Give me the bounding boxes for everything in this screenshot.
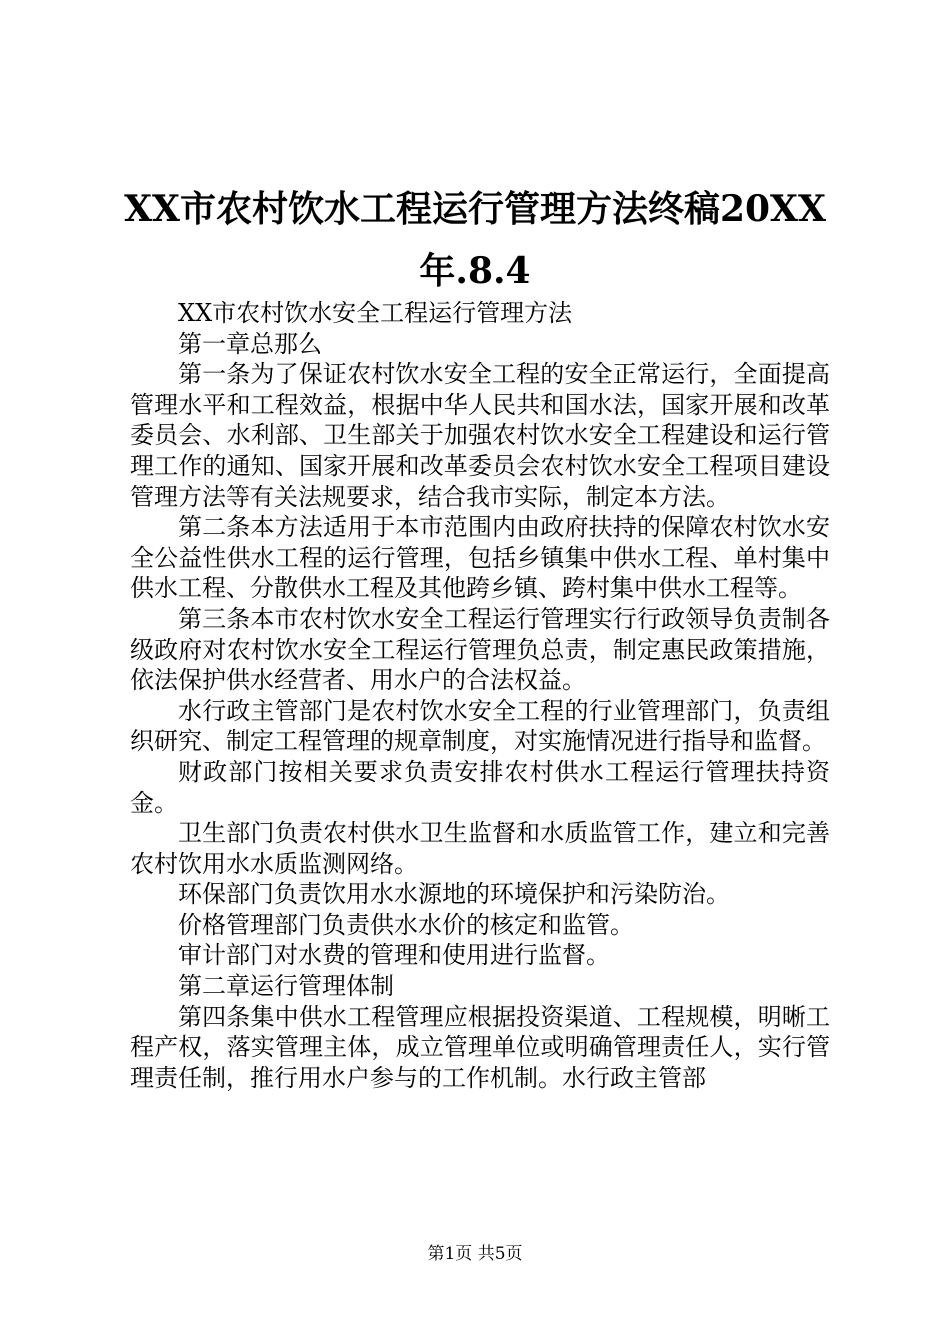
paragraph-article-3: 第三条本市农村饮水安全工程运行管理实行行政领导负责制各级政府对农村饮水安全工程运行管理负总责，制定惠民政策措施，依法保护供水经营者、用水户的合法权益。 [130, 604, 830, 695]
paragraph-environment: 环保部门负责饮用水水源地的环境保护和污染防治。 [178, 880, 730, 909]
paragraph-price: 价格管理部门负责供水水价的核定和监管。 [178, 910, 634, 939]
paragraph-chapter-2: 第二章运行管理体制 [178, 972, 394, 1001]
paragraph-article-1: 第一条为了保证农村饮水安全工程的安全正常运行，全面提高管理水平和工程效益，根据中华人民共和国水法，国家开展和改革委员会、水利部、卫生部关于加强农村饮水安全工程建设和运行管理工作的通知、国家开展和改革委员会农村饮水安全工程项目建设管理方法等有关法规要求，结合我市实际，制定本方法。 [130, 360, 830, 511]
paragraph-water-admin: 水行政主管部门是农村饮水安全工程的行业管理部门，负责组织研究、制定工程管理的规章制度，对实施情况进行指导和监督。 [130, 696, 830, 756]
paragraph-article-4: 第四条集中供水工程管理应根据投资渠道、工程规模，明晰工程产权，落实管理主体，成立管理单位或明确管理责任人，实行管理责任制，推行用水户参与的工作机制。水行政主管部 [130, 1002, 830, 1092]
paragraph-audit: 审计部门对水费的管理和使用进行监督。 [178, 941, 610, 970]
paragraph-chapter-1: 第一章总那么 [178, 329, 322, 358]
paragraph-finance: 财政部门按相关要求负责安排农村供水工程运行管理扶持资金。 [130, 757, 830, 817]
page-footer: 第1页 共5页 [427, 1244, 523, 1264]
document-body [130, 298, 830, 1093]
document-title: XX市农村饮水工程运行管理方法终稿20XX年.8.4 [124, 188, 826, 292]
paragraph-health: 卫生部门负责农村供水卫生监督和水质监管工作，建立和完善农村饮用水水质监测网络。 [130, 819, 830, 878]
paragraph-article-2: 第二条本方法适用于本市范围内由政府扶持的保障农村饮水安全公益性供水工程的运行管理，包括乡镇集中供水工程、单村集中供水工程、分散供水工程及其他跨乡镇、跨村集中供水工程等。 [130, 513, 830, 603]
paragraph-subtitle: XX市农村饮水安全工程运行管理方法 [178, 299, 573, 327]
